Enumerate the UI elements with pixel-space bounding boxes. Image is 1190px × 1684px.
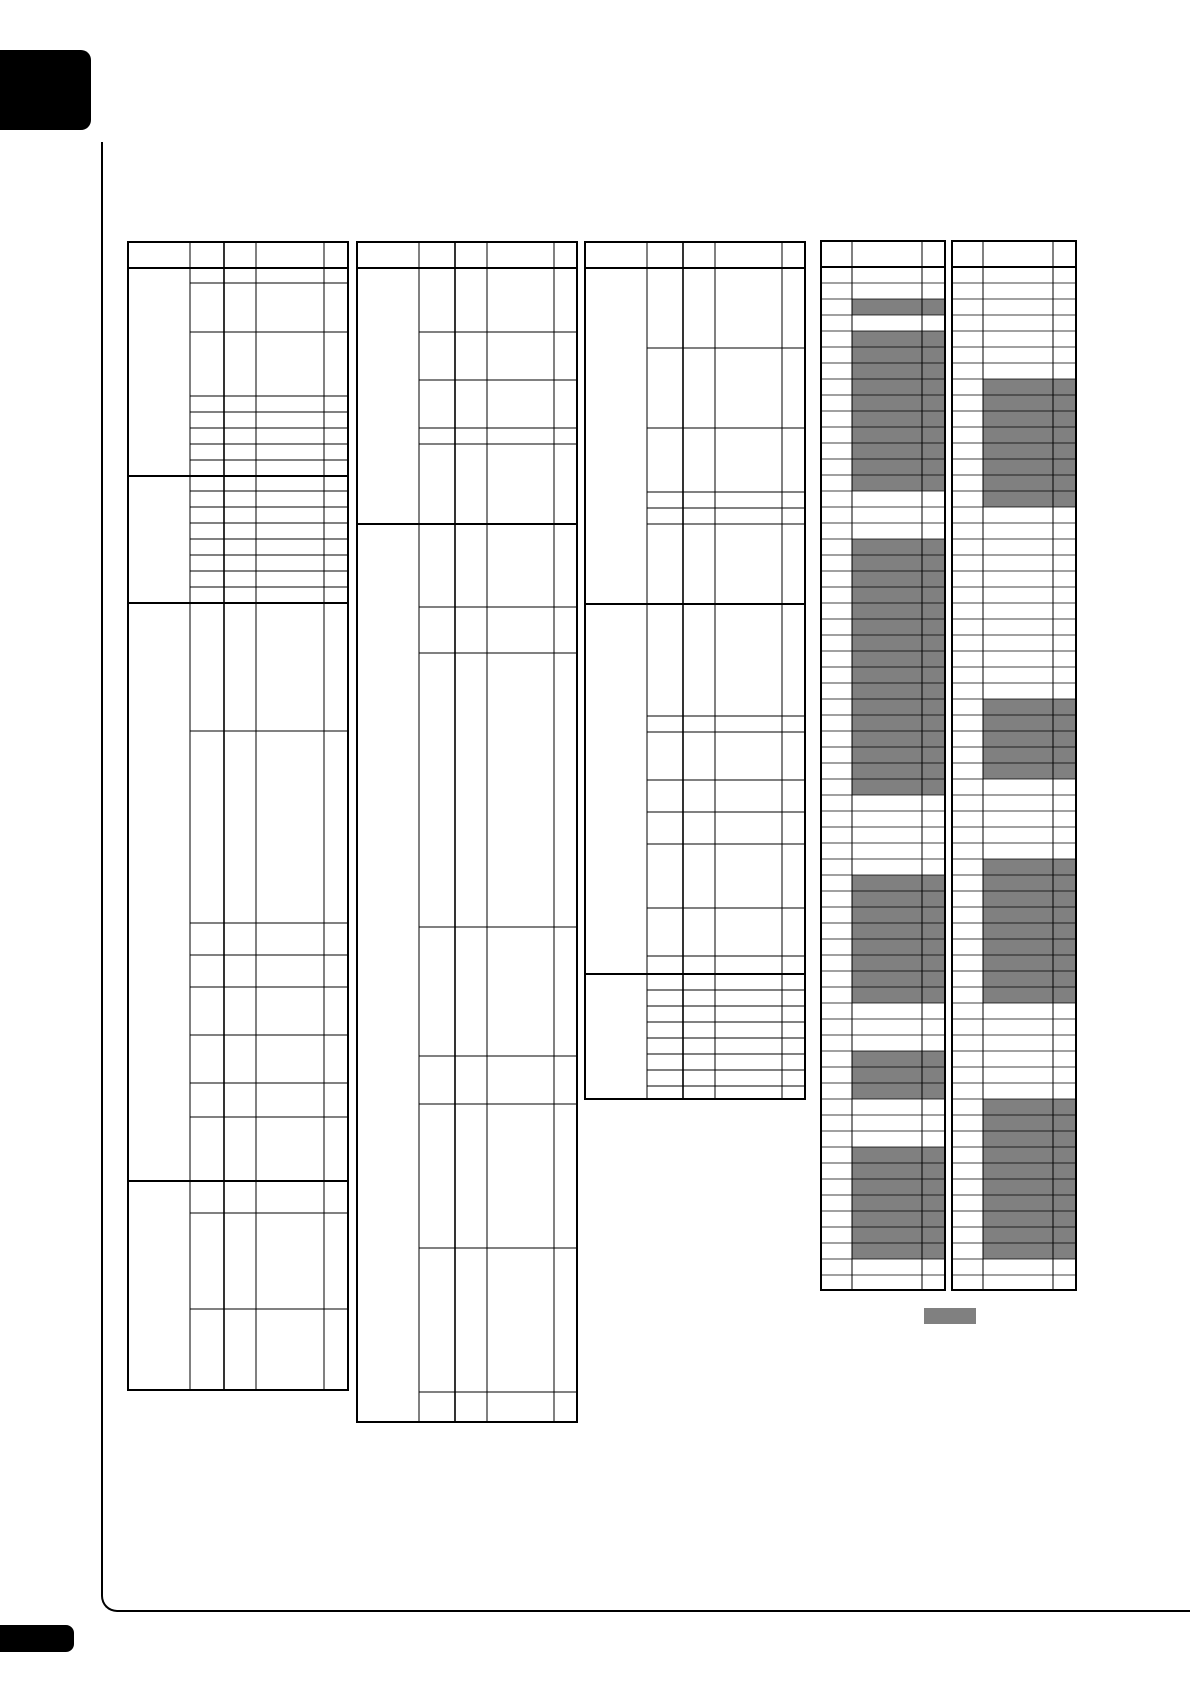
page-number-tab [0,1625,74,1652]
table-4 [820,240,946,1291]
table-4-shaded-block [852,1051,945,1099]
chapter-tab [0,50,91,130]
table-2 [356,241,578,1424]
table-5 [951,240,1077,1291]
table-5-shaded-block [983,859,1076,1003]
table-1 [127,241,349,1392]
table-3 [584,241,806,1101]
table-4-shaded-block [852,299,945,315]
table-4-shaded-block [852,1147,945,1259]
table-5-shaded-block [983,699,1076,779]
shaded-key-swatch [924,1308,976,1324]
